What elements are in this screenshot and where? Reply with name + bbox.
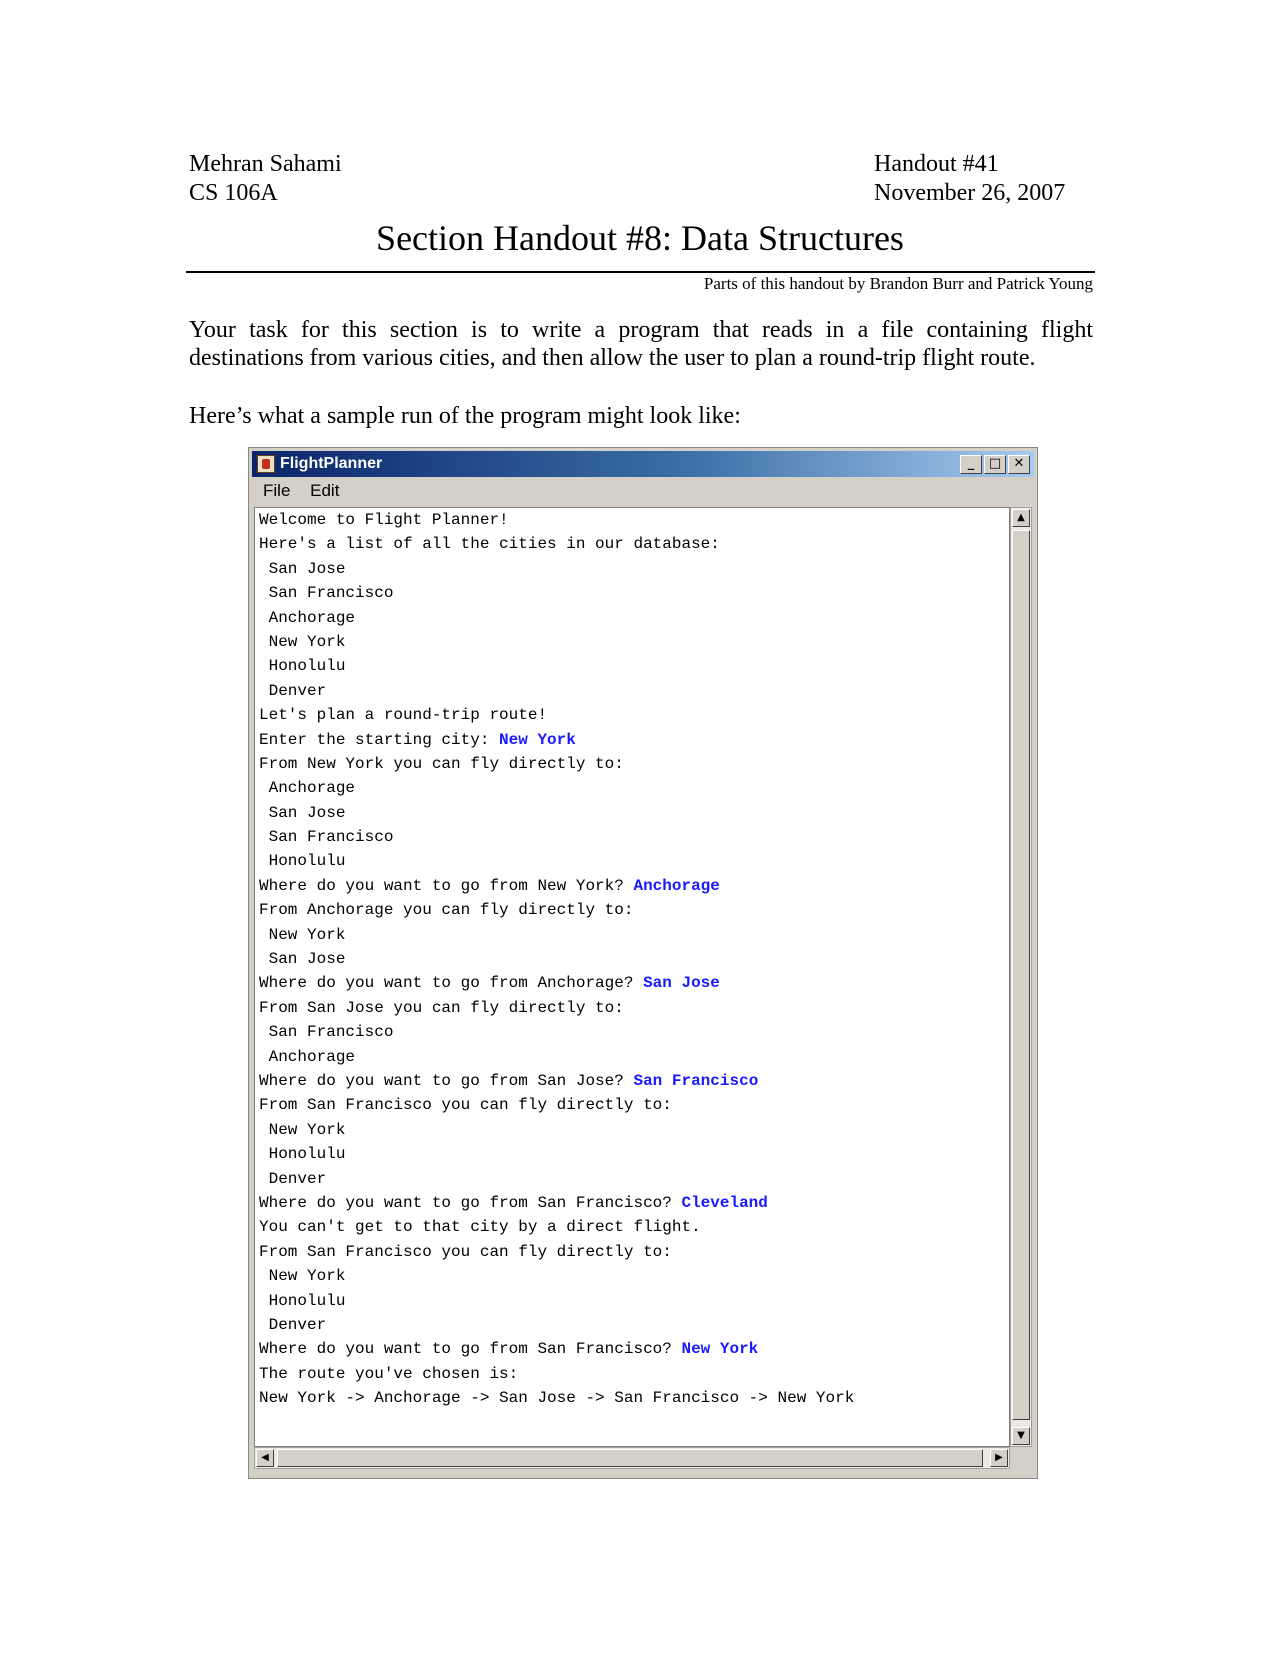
console-text: Anchorage xyxy=(259,608,356,627)
console-line xyxy=(255,849,1009,873)
console-text: Denver xyxy=(259,681,327,700)
console-line xyxy=(255,630,1009,654)
console-output[interactable] xyxy=(254,507,1010,1447)
console-text: Where do you want to go from New York? xyxy=(259,876,634,895)
console-text: San Francisco xyxy=(259,584,394,603)
console-line xyxy=(255,1069,1009,1093)
console-text: New York -> Anchorage -> San Jose -> San Francisco -> New York xyxy=(259,1389,855,1408)
title-divider xyxy=(186,271,1095,273)
console-text: Where do you want to go from San Jose? xyxy=(259,1071,634,1090)
scroll-up-icon[interactable]: ▲ xyxy=(1012,509,1030,527)
console-line xyxy=(255,1142,1009,1166)
console-text: Honolulu xyxy=(259,657,346,676)
menu-bar xyxy=(252,479,1034,503)
console-line xyxy=(255,1386,1009,1410)
console-text: San Jose xyxy=(259,950,346,969)
window-title: FlightPlanner xyxy=(280,455,383,472)
page-title: Section Handout #8: Data Structures xyxy=(376,218,904,258)
console-line xyxy=(255,801,1009,825)
vertical-scroll-thumb[interactable] xyxy=(1012,530,1030,1420)
console-line xyxy=(255,1118,1009,1142)
horizontal-scroll-thumb[interactable] xyxy=(277,1449,983,1467)
console-text: New York xyxy=(259,632,346,651)
user-input: New York xyxy=(681,1340,759,1359)
java-app-icon xyxy=(257,455,275,473)
console-line xyxy=(255,996,1009,1020)
console-text: Honolulu xyxy=(259,1145,346,1164)
console-line xyxy=(255,557,1009,581)
console-line xyxy=(255,1093,1009,1117)
console-line xyxy=(255,1215,1009,1239)
user-input: San Francisco xyxy=(633,1071,759,1090)
console-text: Denver xyxy=(259,1169,327,1188)
console-line xyxy=(255,728,1009,752)
console-line xyxy=(255,825,1009,849)
console-line xyxy=(255,581,1009,605)
scroll-down-icon[interactable]: ▼ xyxy=(1012,1427,1030,1445)
sample-run-intro: Here’s what a sample run of the program might look like: xyxy=(189,403,741,429)
console-text: Where do you want to go from Anchorage? xyxy=(259,974,644,993)
console-text: From San Jose you can fly directly to: xyxy=(259,998,624,1017)
scroll-right-icon[interactable]: ▶ xyxy=(990,1449,1008,1467)
vertical-scrollbar[interactable] xyxy=(1010,507,1032,1447)
horizontal-scrollbar[interactable] xyxy=(254,1447,1010,1469)
course-name: CS 106A xyxy=(189,180,278,206)
console-line xyxy=(255,752,1009,776)
console-line xyxy=(255,703,1009,727)
console-line xyxy=(255,1313,1009,1337)
handout-number: Handout #41 xyxy=(874,151,999,177)
console-text: Honolulu xyxy=(259,1291,346,1310)
console-text: The route you've chosen is: xyxy=(259,1364,519,1383)
header-left xyxy=(189,150,342,208)
menu-file[interactable]: File xyxy=(263,481,291,500)
console-line xyxy=(255,1337,1009,1361)
console-text: From New York you can fly directly to: xyxy=(259,754,624,773)
console-text: Anchorage xyxy=(259,1047,356,1066)
handout-date: November 26, 2007 xyxy=(874,180,1066,206)
console-text: New York xyxy=(259,925,346,944)
console-text: Let's plan a round-trip route! xyxy=(259,706,548,725)
console-text: San Francisco xyxy=(259,828,394,847)
console-line xyxy=(255,1191,1009,1215)
flightplanner-window xyxy=(248,447,1038,1479)
console-line xyxy=(255,606,1009,630)
console-text: Where do you want to go from San Francisco? xyxy=(259,1340,682,1359)
console-text: Honolulu xyxy=(259,852,346,871)
console-text: Welcome to Flight Planner! xyxy=(259,511,509,529)
console-line xyxy=(255,679,1009,703)
intro-paragraph: Your task for this section is to write a program that reads in a file containing flight destinations from various cities, and then allow the user to plan a round-trip flight route. xyxy=(189,317,1093,371)
user-input: San Jose xyxy=(643,974,720,993)
console-text: Enter the starting city: xyxy=(259,730,500,749)
console-text: From San Francisco you can fly directly to: xyxy=(259,1242,672,1261)
console-line xyxy=(255,874,1009,898)
console-line xyxy=(255,1289,1009,1313)
user-input: Anchorage xyxy=(633,876,720,895)
maximize-button[interactable]: □ xyxy=(984,455,1006,474)
window-titlebar[interactable] xyxy=(252,451,1034,477)
console-line xyxy=(255,898,1009,922)
console-line xyxy=(255,947,1009,971)
header-right xyxy=(874,150,1065,208)
console-line xyxy=(255,1045,1009,1069)
console-text: From Anchorage you can fly directly to: xyxy=(259,901,634,920)
console-text: San Francisco xyxy=(259,1023,394,1042)
menu-edit[interactable]: Edit xyxy=(310,481,340,500)
console-line xyxy=(255,923,1009,947)
console-line xyxy=(255,1264,1009,1288)
credit-line: Parts of this handout by Brandon Burr and Patrick Young xyxy=(703,274,1093,293)
console-text: From San Francisco you can fly directly to: xyxy=(259,1096,672,1115)
console-line xyxy=(255,1167,1009,1191)
console-text: San Jose xyxy=(259,803,346,822)
console-line xyxy=(255,776,1009,800)
console-line xyxy=(255,971,1009,995)
console-line xyxy=(255,654,1009,678)
scroll-left-icon[interactable]: ◀ xyxy=(256,1449,274,1467)
user-input: New York xyxy=(499,730,576,749)
console-text: New York xyxy=(259,1267,346,1286)
console-text: New York xyxy=(259,1120,346,1139)
console-text: Denver xyxy=(259,1315,327,1334)
user-input: Cleveland xyxy=(681,1193,768,1212)
console-text: San Jose xyxy=(259,559,346,578)
author-name: Mehran Sahami xyxy=(189,151,342,177)
console-line xyxy=(255,532,1009,556)
console-line xyxy=(255,508,1009,532)
console-text: Here's a list of all the cities in our database: xyxy=(259,535,720,554)
console-text: Anchorage xyxy=(259,779,356,798)
console-line xyxy=(255,1020,1009,1044)
console-text: Where do you want to go from San Francisco? xyxy=(259,1193,682,1212)
minimize-button[interactable]: _ xyxy=(960,455,982,474)
console-line xyxy=(255,1240,1009,1264)
close-button[interactable]: ✕ xyxy=(1008,455,1030,474)
console-text: You can't get to that city by a direct flight. xyxy=(259,1218,701,1237)
console-line xyxy=(255,1362,1009,1386)
